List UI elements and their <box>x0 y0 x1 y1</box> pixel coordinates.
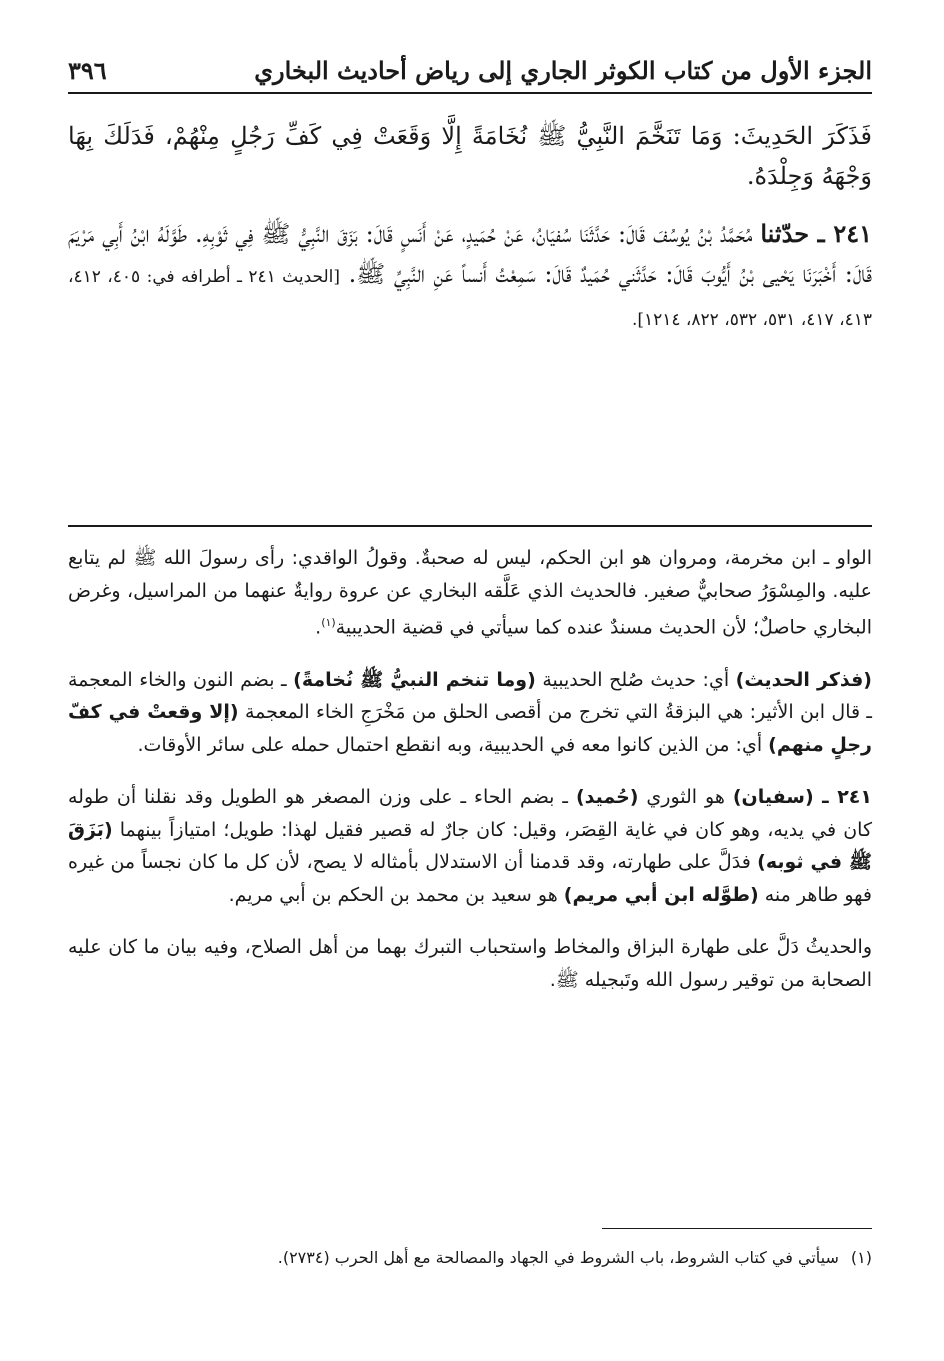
commentary-paragraph-4: والحديثُ دَلَّ على طهارة البزاق والمخاط واستحباب التبرك بهما من أهل الصلاح، وفيه بيان ما كان عليه الصحابة من توقير رسول الله وتَبجيله ﷺ. <box>68 936 872 991</box>
hadith-text-block <box>68 116 872 340</box>
commentary-text: أي: حديث صُلح الحديبية <box>535 668 736 691</box>
commentary-lemma: (بَزَقَ ﷺ في ثوبه) <box>68 818 872 874</box>
commentary-text: هو سعيد بن محمد بن الحكم بن أبي مريم. <box>228 883 564 906</box>
commentary-paragraph-1 <box>68 542 872 644</box>
commentary-paragraph-3 <box>68 781 872 911</box>
commentary-text: فدَلَّ على طهارته، وقد قدمنا أن الاستدلال بأمثاله لا يصح، لأن كل ما كان نجساً من غيره فهو طاهر منه <box>68 851 872 906</box>
commentary-lemma: (إلا وقعتْ في كفّ رجلٍ منهم) <box>68 701 872 756</box>
commentary-block <box>68 542 872 1016</box>
footnote-text: سيأتي في كتاب الشروط، باب الشروط في الجهاد والمصالحة مع أهل الحرب (٢٧٣٤). <box>277 1248 839 1267</box>
book-page <box>68 56 872 1267</box>
commentary-lemma: (حُميد) <box>575 786 639 809</box>
commentary-text: ـ بضم الحاء ـ على وزن المصغر هو الطويل وقد نقلنا أن طوله كان في يديه، وهو كان في غاية القِصَر، وقيل: كان جارٌ له قصير فقيل لهذا: طويل؛ امتيازاً بينهما <box>68 786 872 841</box>
commentary-text: ـ بضم النون والخاء المعجمة ـ قال ابن الأثير: هي البزقةُ التي تخرج من أقصى الحلق من مَخْرَجِ الخاء المعجمة <box>68 668 872 724</box>
hadith-body: مُحَمَّدُ بْنُ يُوسُفَ قَالَ: حَدَّثَنَا سُفيَانُ، عَنْ حُمَيدٍ، عَنْ أَنَسٍ قَالَ: بَزَقَ النَّبِيُّ ﷺ فِي ثَوْبِهِ. طَوَّلَهُ ابْنُ أَبِي مَرْيَمَ قَالَ: أَخْبَرَنَا يَحْيى بْنُ أَيُّوبَ قَالَ: حَدَّثَني حُمَيدٌ قَالَ: سَمِعْتُ أَنساً عَنِ النَّبِيِّ ﷺ. <box>68 220 872 288</box>
commentary-text: الواو ـ ابن مخرمة، ومروان هو ابن الحكم، ليس له صحبةٌ. وقولُ الواقدي: رأى رسولَ الله ﷺ لم يتابع عليه. والمِسْوَرُ صحابيٌّ صغير. فالحديث الذي عَلَّقه البخاري عن عروة روايةٌ عنهما من المراسيل، وغرض البخاري حاصلٌ؛ لأن الحديث مسندٌ عنده كما سيأتي في قضية الحديبية <box>68 547 872 639</box>
hadith-number: ٢٤١ ـ حدّثنا <box>760 219 872 248</box>
hadith-continuation: فَذَكَرَ الحَدِيثَ: وَمَا تَنَخَّمَ النَّبِيُّ ﷺ نُخَامَةً إِلَّا وَقَعَتْ فِي كَفِّ رَجُلٍ مِنْهُمْ، فَدَلَكَ بِهَا وَجْهَهُ وَجِلْدَهُ. <box>68 122 872 190</box>
commentary-text: هو الثوري <box>638 786 733 809</box>
hadith-241 <box>68 214 872 340</box>
commentary-lemma: (طوَّله ابن أبي مريم) <box>563 883 759 906</box>
commentary-text: أي: من الذين كانوا معه في الحديبية، وبه انقطع احتمال حمله على سائر الأوقات. <box>137 733 769 756</box>
commentary-lemma: (فذكر الحديث) <box>735 668 872 691</box>
footnote-divider <box>602 1228 872 1229</box>
text-commentary-divider <box>68 525 872 527</box>
commentary-lemma: ٢٤١ ـ (سفيان) <box>732 786 872 809</box>
commentary-lemma: (وما تنخم النبيُّ ﷺ نُخامةً) <box>293 668 536 691</box>
footnote-marker: (١) <box>850 1248 872 1267</box>
page-header <box>68 56 872 94</box>
running-title: الجزء الأول من كتاب الكوثر الجاري إلى رياض أحاديث البخاري <box>254 56 872 85</box>
footnote-reference: (١) <box>321 616 336 629</box>
commentary-paragraph-2 <box>68 664 872 762</box>
hadith-references: [الحديث ٢٤١ ـ أطرافه في: ٤٠٥، ٤١٢، ٤١٣، ٤١٧، ٥٣١، ٥٣٢، ٨٢٢، ١٢١٤]. <box>68 267 872 330</box>
page-number: ٣٩٦ <box>68 56 107 85</box>
commentary-text: . <box>315 616 322 639</box>
footnote <box>68 1244 872 1272</box>
